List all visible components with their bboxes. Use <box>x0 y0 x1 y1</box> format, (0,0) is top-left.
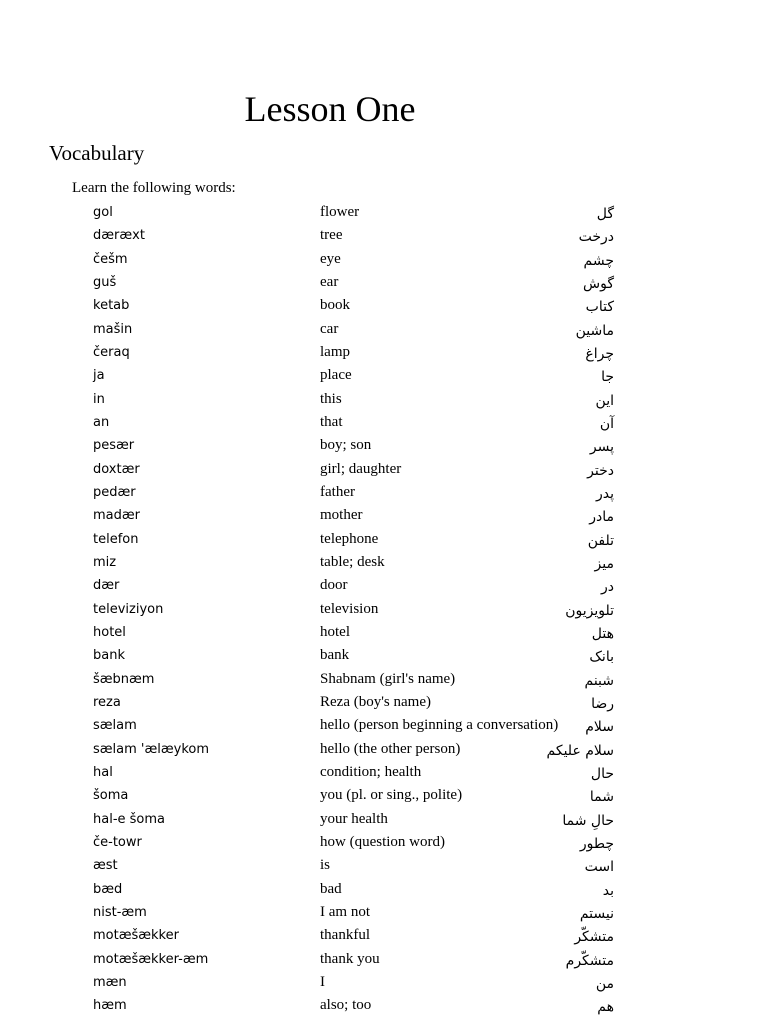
english-meaning: television <box>320 600 379 617</box>
english-meaning: bad <box>320 880 342 897</box>
transliteration: nist-æm <box>93 904 147 920</box>
vocabulary-row <box>0 459 768 482</box>
english-meaning: thank you <box>320 950 380 967</box>
persian-word: هتل <box>591 625 614 642</box>
persian-word: من <box>595 975 614 992</box>
transliteration: bank <box>93 648 125 664</box>
vocabulary-row <box>0 272 768 295</box>
transliteration: madær <box>93 508 140 524</box>
persian-word: چراغ <box>585 345 614 362</box>
transliteration: an <box>93 414 110 430</box>
persian-word: چشم <box>583 252 614 269</box>
vocabulary-row <box>0 949 768 972</box>
persian-word: جا <box>601 369 614 386</box>
transliteration: æst <box>93 858 118 874</box>
vocabulary-row <box>0 295 768 318</box>
transliteration: dæræxt <box>93 228 145 244</box>
vocabulary-row <box>0 225 768 248</box>
persian-word: شبنم <box>584 672 614 689</box>
vocabulary-row <box>0 925 768 948</box>
transliteration: miz <box>93 554 117 570</box>
persian-word: بد <box>602 882 614 899</box>
english-meaning: this <box>320 390 342 407</box>
vocabulary-row <box>0 879 768 902</box>
vocabulary-row <box>0 972 768 995</box>
english-meaning: place <box>320 367 352 384</box>
english-meaning: father <box>320 483 355 500</box>
english-meaning: lamp <box>320 343 350 360</box>
vocabulary-row <box>0 389 768 412</box>
vocabulary-row <box>0 692 768 715</box>
persian-word: در <box>601 579 614 596</box>
vocabulary-row <box>0 622 768 645</box>
transliteration: čeraq <box>93 344 130 360</box>
english-meaning: you (pl. or sing., polite) <box>320 787 463 804</box>
persian-word: شما <box>589 789 614 806</box>
vocabulary-row <box>0 599 768 622</box>
english-meaning: boy; son <box>320 437 372 454</box>
persian-word: تلویزیون <box>565 602 614 619</box>
transliteration: reza <box>93 694 121 710</box>
vocabulary-row <box>0 552 768 575</box>
english-meaning: hotel <box>320 623 350 640</box>
transliteration: televiziyon <box>93 601 164 617</box>
persian-word: درخت <box>578 229 614 246</box>
transliteration: mašin <box>93 321 133 337</box>
persian-word: رضا <box>591 695 614 712</box>
vocabulary-row <box>0 669 768 692</box>
english-meaning: I am not <box>320 903 370 920</box>
english-meaning: car <box>320 320 339 337</box>
english-meaning: thankful <box>320 927 370 944</box>
vocabulary-row <box>0 319 768 342</box>
persian-word: گل <box>596 206 614 222</box>
page-title: Lesson One <box>244 89 416 129</box>
english-meaning: Reza (boy's name) <box>320 693 431 710</box>
english-meaning: condition; health <box>320 763 422 780</box>
persian-word: چطور <box>579 835 614 852</box>
english-meaning: book <box>320 297 350 314</box>
transliteration: in <box>93 391 105 407</box>
persian-word: دختر <box>587 462 614 479</box>
transliteration: šoma <box>93 788 129 804</box>
transliteration: ketab <box>93 298 130 314</box>
vocabulary-row <box>0 809 768 832</box>
transliteration: češm <box>93 251 128 267</box>
vocabulary-row <box>0 505 768 528</box>
persian-word: میز <box>594 555 614 572</box>
english-meaning: tree <box>320 227 343 244</box>
english-meaning: also; too <box>320 997 372 1014</box>
vocabulary-row <box>0 902 768 925</box>
persian-word: هم <box>597 999 614 1016</box>
transliteration: če-towr <box>93 834 142 850</box>
english-meaning: I <box>320 973 325 990</box>
vocabulary-row <box>0 249 768 272</box>
transliteration: gol <box>93 205 113 220</box>
english-meaning: is <box>320 857 331 874</box>
persian-word: پسر <box>589 439 614 456</box>
english-meaning: your health <box>320 810 388 827</box>
english-meaning: ear <box>320 273 339 290</box>
vocabulary-row <box>0 412 768 435</box>
vocabulary-row <box>0 715 768 738</box>
english-meaning: flower <box>320 204 360 220</box>
vocabulary-row <box>0 529 768 552</box>
english-meaning: that <box>320 413 343 430</box>
english-meaning: hello (person beginning a conversation) <box>320 717 559 734</box>
vocabulary-row <box>0 435 768 458</box>
transliteration: sælam 'ælæykom <box>93 741 210 757</box>
persian-word: مادر <box>589 509 614 526</box>
vocabulary-row <box>0 832 768 855</box>
persian-word: سلام <box>585 719 614 736</box>
persian-word: متشکّر <box>574 929 614 946</box>
transliteration: hal-e šoma <box>93 811 165 827</box>
english-meaning: how (question word) <box>320 833 445 850</box>
transliteration: mæn <box>93 974 127 990</box>
transliteration: bæd <box>93 881 123 897</box>
english-meaning: eye <box>320 250 341 267</box>
english-meaning: telephone <box>320 530 379 547</box>
english-meaning: table; desk <box>320 553 385 570</box>
transliteration: guš <box>93 274 117 290</box>
vocabulary-row <box>0 342 768 365</box>
vocabulary-row <box>0 995 768 1018</box>
english-meaning: girl; daughter <box>320 460 402 477</box>
vocabulary-row <box>0 762 768 785</box>
vocabulary-list <box>0 202 768 1018</box>
vocabulary-row <box>0 482 768 505</box>
persian-word: تلفن <box>587 532 614 549</box>
persian-word: گوش <box>583 275 614 292</box>
persian-word: متشکّرم <box>565 952 614 969</box>
persian-word: آن <box>599 415 614 432</box>
transliteration: šæbnæm <box>93 671 155 687</box>
persian-word: نیستم <box>579 905 614 922</box>
transliteration: sælam <box>93 718 137 734</box>
persian-word: پدر <box>595 485 614 502</box>
persian-word: حال <box>590 765 614 782</box>
transliteration: hotel <box>93 624 126 640</box>
transliteration: doxtær <box>93 461 140 477</box>
transliteration: pesær <box>93 438 135 454</box>
vocabulary-row <box>0 739 768 762</box>
instruction-text: Learn the following words: <box>72 180 236 196</box>
persian-word: ماشین <box>575 322 614 339</box>
english-meaning: hello (the other person) <box>320 740 461 757</box>
persian-word: کتاب <box>585 299 614 316</box>
vocabulary-row <box>0 645 768 668</box>
transliteration: dær <box>93 578 120 594</box>
persian-word: سلام علیکم <box>546 742 614 759</box>
transliteration: ja <box>93 368 105 384</box>
vocabulary-row <box>0 365 768 388</box>
transliteration: motæšækker-æm <box>93 951 209 967</box>
vocabulary-row <box>0 202 768 225</box>
persian-word: این <box>595 392 614 409</box>
transliteration: hæm <box>93 998 127 1014</box>
transliteration: telefon <box>93 531 139 547</box>
section-heading: Vocabulary <box>49 141 145 165</box>
persian-word: حالِ شما <box>562 812 614 829</box>
english-meaning: Shabnam (girl's name) <box>320 670 456 687</box>
vocabulary-row <box>0 785 768 808</box>
transliteration: pedær <box>93 484 136 500</box>
english-meaning: bank <box>320 647 350 664</box>
vocabulary-row <box>0 575 768 598</box>
transliteration: hal <box>93 764 113 780</box>
persian-word: بانک <box>589 649 614 666</box>
vocabulary-row <box>0 855 768 878</box>
english-meaning: door <box>320 577 348 594</box>
english-meaning: mother <box>320 507 363 524</box>
persian-word: است <box>584 859 614 876</box>
transliteration: motæšækker <box>93 928 179 944</box>
